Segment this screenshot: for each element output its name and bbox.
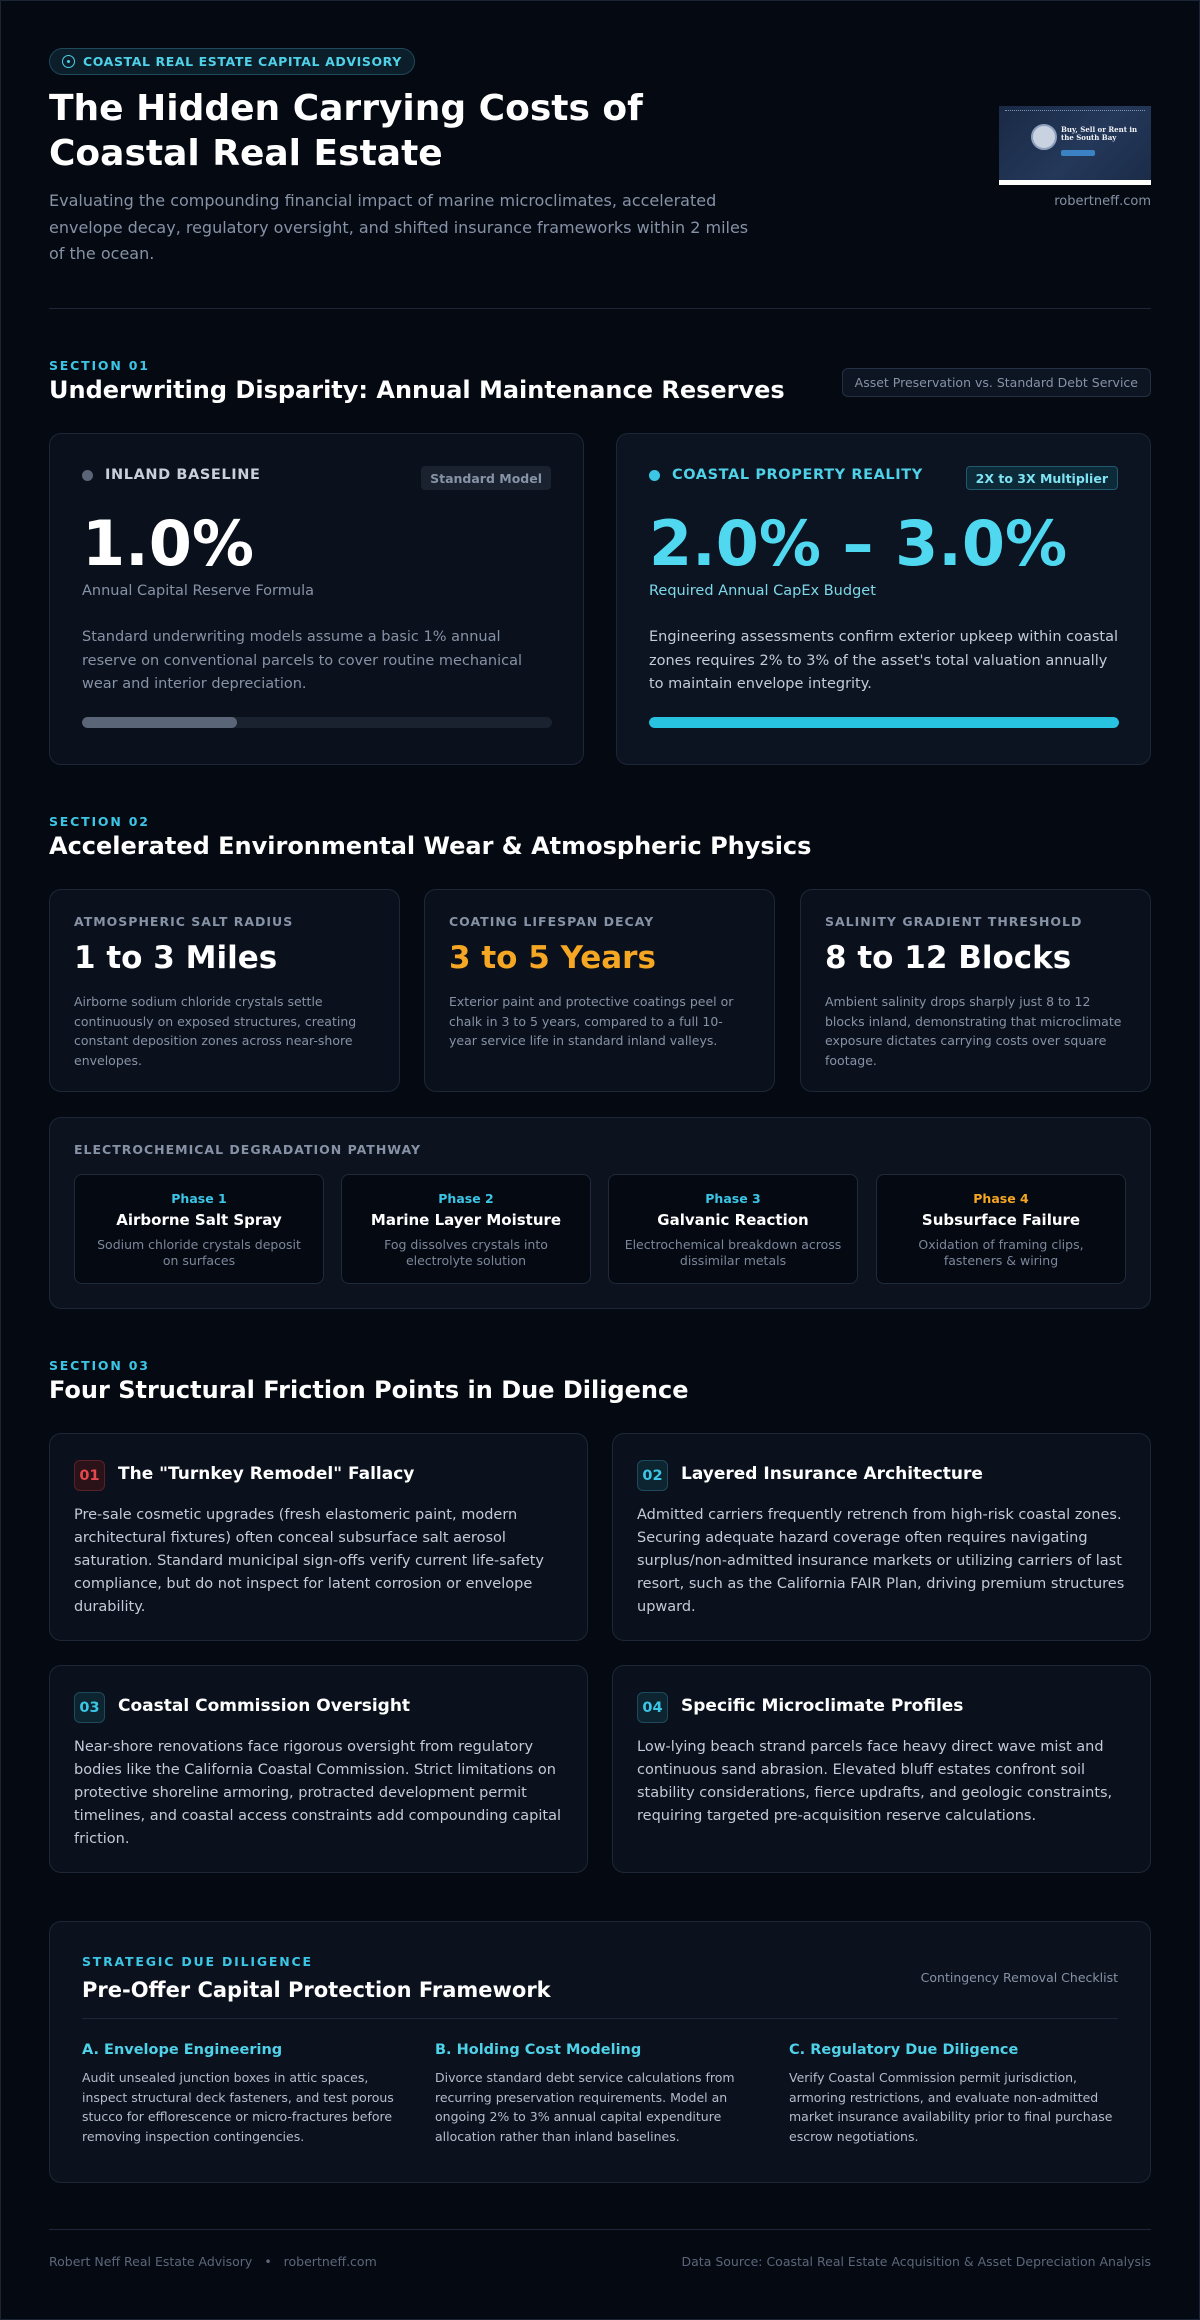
inland-dot-icon [82, 470, 93, 481]
coastal-heading [649, 467, 923, 483]
phase-title: Marine Layer Moisture [370, 1211, 562, 1229]
inland-baseline-card [49, 433, 584, 765]
coastal-reality-card [616, 433, 1151, 765]
target-icon [62, 55, 75, 68]
phase-number: Phase 2 [438, 1191, 494, 1206]
stat-label: SALINITY GRADIENT THRESHOLD [825, 914, 1083, 929]
friction-point-card [612, 1433, 1151, 1641]
friction-point-number: 04 [637, 1692, 668, 1723]
framework-label: STRATEGIC DUE DILIGENCE [82, 1954, 313, 1969]
framework-checklist-label: Contingency Removal Checklist [920, 1970, 1118, 1985]
friction-point-card [49, 1665, 588, 1873]
phase-card [608, 1174, 858, 1284]
coastal-capex-bar [649, 717, 1119, 728]
stat-card-salinity-gradient [800, 889, 1151, 1092]
friction-point-number: 01 [74, 1460, 105, 1491]
inland-value-sub: Annual Capital Reserve Formula [82, 583, 314, 599]
phase-number: Phase 4 [973, 1191, 1029, 1206]
advisory-pill-label: COASTAL REAL ESTATE CAPITAL ADVISORY [83, 54, 402, 69]
phase-card [341, 1174, 591, 1284]
stat-description: Airborne sodium chloride crystals settle continuously on exposed structures, creating constant deposition zones across near-shore envelopes. [74, 994, 357, 1068]
inland-heading-label: INLAND BASELINE [105, 467, 261, 483]
stat-value: 1 to 3 Miles [74, 940, 278, 976]
framework-column [789, 2042, 1119, 2146]
page-title: The Hidden Carrying Costs of Coastal Real Estate [49, 88, 643, 174]
framework-column-heading: C. Regulatory Due Diligence [789, 2042, 1019, 2058]
friction-point-title: Coastal Commission Oversight [118, 1696, 411, 1716]
framework-column [82, 2042, 412, 2146]
friction-point-body: Low-lying beach strand parcels face heavy direct wave mist and continuous sand abrasion. Elevated bluff estates confront soil stability considerations, fierce updrafts, and geologic constraints, requiring targeted pre-acquisition reserve calculations. [637, 1739, 1113, 1824]
section-03-title: Four Structural Friction Points in Due Diligence [49, 1376, 689, 1404]
friction-point-body: Near-shore renovations face rigorous oversight from regulatory bodies like the California Coastal Commission. Strict limitations on protective shoreline armoring, protracted development permit timelines, and coastal access constraints add compounding capital friction. [74, 1739, 561, 1847]
phase-card [876, 1174, 1126, 1284]
phase-number: Phase 1 [171, 1191, 227, 1206]
friction-point-title: Layered Insurance Architecture [681, 1464, 983, 1484]
coastal-value: 2.0% – 3.0% [649, 507, 1068, 580]
coastal-body: Engineering assessments confirm exterior upkeep within coastal zones requires 2% to 3% of the asset's total valuation annually to maintain envelope integrity. [649, 629, 1119, 692]
degradation-pathway-card [49, 1117, 1151, 1309]
advisory-pill [49, 48, 415, 75]
friction-point-card [612, 1665, 1151, 1873]
stat-label: COATING LIFESPAN DECAY [449, 914, 655, 929]
inland-body: Standard underwriting models assume a basic 1% annual reserve on conventional parcels to cover routine mechanical wear and interior depreciation. [82, 629, 523, 692]
stat-label: ATMOSPHERIC SALT RADIUS [74, 914, 294, 929]
footer-separator: • [264, 2254, 272, 2269]
framework-column-heading: B. Holding Cost Modeling [435, 2042, 642, 2058]
coastal-heading-label: COASTAL PROPERTY REALITY [672, 467, 923, 483]
phase-description: Fog dissolves crystals into electrolyte solution [384, 1237, 548, 1268]
framework-column [435, 2042, 765, 2146]
coastal-dot-icon [649, 470, 660, 481]
friction-point-body: Pre-sale cosmetic upgrades (fresh elastomeric paint, modern architectural fixtures) often conceal subsurface salt aerosol saturation. Standard municipal sign-offs verify current life-safety compliance, but do not inspect for latent corrosion or envelope durability. [74, 1507, 544, 1615]
friction-point-card [49, 1433, 588, 1641]
inland-value: 1.0% [82, 507, 254, 580]
phase-number: Phase 3 [705, 1191, 761, 1206]
phase-description: Sodium chloride crystals deposit on surfaces [97, 1237, 301, 1268]
stat-description: Ambient salinity drops sharply just 8 to 12 blocks inland, demonstrating that microclimate exposure dictates carrying costs over square footage. [825, 994, 1122, 1068]
footer-company: Robert Neff Real Estate Advisory [49, 2254, 253, 2269]
coastal-capex-bar-fill [649, 717, 1119, 728]
phase-card [74, 1174, 324, 1284]
footer-divider [49, 2229, 1151, 2230]
phase-title: Subsurface Failure [921, 1211, 1081, 1229]
framework-column-body: Divorce standard debt service calculations from recurring preservation requirements. Model an ongoing 2% to 3% annual capital expenditure allocation rather than inland baselines. [435, 2070, 735, 2144]
friction-point-title: The "Turnkey Remodel" Fallacy [118, 1464, 415, 1484]
section-03-label: SECTION 03 [49, 1358, 150, 1373]
framework-divider [82, 2018, 1118, 2019]
inland-reserve-bar-fill [82, 717, 237, 728]
thumbnail-caption[interactable]: robertneff.com [1054, 194, 1151, 209]
multiplier-badge: 2X to 3X Multiplier [966, 466, 1118, 490]
friction-point-number: 03 [74, 1692, 105, 1723]
framework-column-heading: A. Envelope Engineering [82, 2042, 283, 2058]
section-01-label: SECTION 01 [49, 358, 150, 373]
standard-model-badge: Standard Model [421, 466, 551, 490]
stat-description: Exterior paint and protective coatings peel or chalk in 3 to 5 years, compared to a full 10-year service life in standard inland valleys. [449, 994, 734, 1048]
framework-column-body: Verify Coastal Commission permit jurisdiction, armoring restrictions, and evaluate non-admitted market insurance availability prior to final purchase escrow negotiations. [789, 2070, 1113, 2144]
website-thumbnail[interactable] [999, 106, 1151, 185]
inland-heading [82, 467, 261, 483]
footer-left [49, 2254, 377, 2269]
stat-value: 8 to 12 Blocks [825, 940, 1072, 976]
thumbnail-headline: Buy, Sell or Rent in the South Bay [1061, 125, 1138, 142]
thumbnail-portrait [1031, 124, 1057, 150]
friction-point-body: Admitted carriers frequently retrench from high-risk coastal zones. Securing adequate hazard coverage often requires navigating surplus/non-admitted insurance markets or utilizing carriers of last resort, such as the California FAIR Plan, driving premium structures upward. [637, 1507, 1125, 1615]
section-02-label: SECTION 02 [49, 814, 150, 829]
friction-point-title: Specific Microclimate Profiles [681, 1696, 964, 1716]
page-subtitle: Evaluating the compounding financial impact of marine microclimates, accelerated envelope decay, regulatory oversight, and shifted insurance frameworks within 2 miles of the ocean. [49, 191, 749, 263]
stat-value: 3 to 5 Years [449, 940, 656, 976]
section-01-title: Underwriting Disparity: Annual Maintenance Reserves [49, 376, 785, 404]
capital-protection-framework [49, 1921, 1151, 2183]
thumbnail-nav [1005, 110, 1145, 113]
section-02-title: Accelerated Environmental Wear & Atmospheric Physics [49, 832, 812, 860]
footer-data-source: Data Source: Coastal Real Estate Acquisition & Asset Depreciation Analysis [681, 2254, 1151, 2269]
framework-title: Pre-Offer Capital Protection Framework [82, 1978, 551, 2002]
stat-card-coating-decay [424, 889, 775, 1092]
inland-reserve-bar [82, 717, 552, 728]
phase-title: Galvanic Reaction [657, 1211, 809, 1229]
phase-title: Airborne Salt Spray [116, 1211, 282, 1229]
stat-card-salt-radius [49, 889, 400, 1092]
header-divider [49, 308, 1151, 309]
phase-description: Electrochemical breakdown across dissimilar metals [624, 1237, 842, 1268]
section-01-tag: Asset Preservation vs. Standard Debt Service [842, 368, 1151, 397]
thumbnail-button [1061, 150, 1095, 156]
friction-point-number: 02 [637, 1460, 668, 1491]
phase-description: Oxidation of framing clips, fasteners & wiring [918, 1237, 1084, 1268]
footer-site-link[interactable]: robertneff.com [283, 2254, 377, 2269]
pathway-label: ELECTROCHEMICAL DEGRADATION PATHWAY [74, 1142, 422, 1157]
framework-column-body: Audit unsealed junction boxes in attic spaces, inspect structural deck fasteners, and test porous stucco for efflorescence or micro-fractures before removing inspection contingencies. [82, 2070, 394, 2144]
coastal-value-sub: Required Annual CapEx Budget [649, 583, 876, 599]
